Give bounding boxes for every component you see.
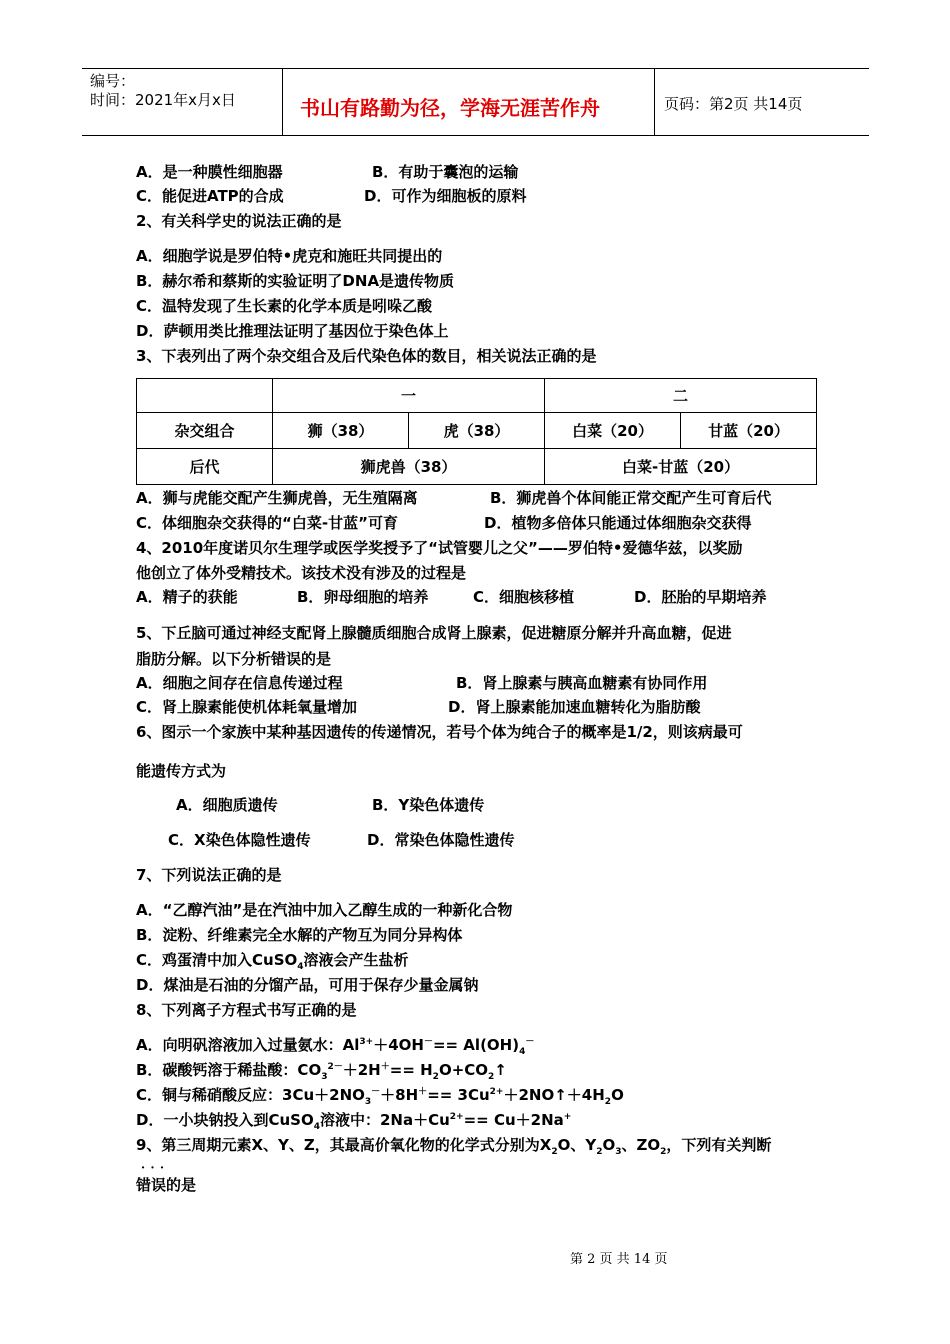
q8-option-c: C．铜与稀硝酸反应：$3Cu+2NO_3^-+8H^+==$ $3Cu^{2+}+2NO↑+4H_2O$ xyxy=(136,1086,624,1107)
serial-label: 编号： xyxy=(90,72,136,90)
q2-option-c: C．温特发现了生长素的化学本质是吲哚乙酸 xyxy=(136,297,433,315)
table-cell-liger: 狮虎兽（38） xyxy=(273,449,545,485)
table-cell-cabbage: 白菜（20） xyxy=(545,413,681,449)
q3-option-b: B．狮虎兽个体间能正常交配产生可育后代 xyxy=(490,489,772,507)
q6-stem-line1: 6、图示一个家族中某种基因遗传的传递情况，若号个体为纯合子的概率是1/2，则该病最可 xyxy=(136,723,743,741)
q7-option-d: D．煤油是石油的分馏产品，可用于保存少量金属钠 xyxy=(136,976,479,994)
q4-option-d: D．胚胎的早期培养 xyxy=(634,588,767,606)
q2-option-a: A．细胞学说是罗伯特•虎克和施旺共同提出的 xyxy=(136,247,443,265)
q5-stem-line1: 5、下丘脑可通过神经支配肾上腺髓质细胞合成肾上腺素，促进糖原分解并升高血糖，促进 xyxy=(136,624,732,642)
page-label: 页码：第2页 共14页 xyxy=(664,95,803,113)
q9-stem-line1: 9、第三周期元素X、Y、Z，其最高价氧化物的化学式分别为$X_2O$、$Y_2O_3$、$ZO_2$，下列有关判断 xyxy=(136,1136,772,1157)
table-cell-kale: 甘蓝（20） xyxy=(681,413,817,449)
q1-option-c: C．能促进ATP的合成 xyxy=(136,187,284,205)
q4-option-c: C．细胞核移植 xyxy=(473,588,575,606)
header-divider xyxy=(654,68,655,135)
q3-option-d: D．植物多倍体只能通过体细胞杂交获得 xyxy=(484,514,752,532)
table-cell-lion: 狮（38） xyxy=(273,413,409,449)
q5-stem-line2: 脂肪分解。以下分析错误的是 xyxy=(136,650,332,668)
q2-option-d: D．萨顿用类比推理法证明了基因位于染色体上 xyxy=(136,322,449,340)
q1-option-b: B．有助于囊泡的运输 xyxy=(372,163,519,181)
q3-stem: 3、下表列出了两个杂交组合及后代染色体的数目，相关说法正确的是 xyxy=(136,347,597,365)
q5-option-a: A．细胞之间存在信息传递过程 xyxy=(136,674,343,692)
q8-stem: 8、下列离子方程式书写正确的是 xyxy=(136,1001,357,1019)
q7-option-b: B．淀粉、纤维素完全水解的产物互为同分异构体 xyxy=(136,926,463,944)
q6-option-a: A．细胞质遗传 xyxy=(176,796,278,814)
page-footer: 第 2 页 共 14 页 xyxy=(570,1252,668,1267)
q7-option-c: C．鸡蛋清中加入CuSO$_4$溶液会产生盐析 xyxy=(136,951,409,972)
q6-option-c: C．X染色体隐性遗传 xyxy=(168,831,311,849)
q6-option-d: D．常染色体隐性遗传 xyxy=(367,831,515,849)
header-divider xyxy=(282,68,283,135)
q6-stem-line2: 能遗传方式为 xyxy=(136,762,227,780)
q8-option-a: A．向明矾溶液加入过量氨水：$Al^{3+}+4OH^-== Al(OH)_4^-$ xyxy=(136,1036,535,1057)
table-row-label-offspring: 后代 xyxy=(137,449,273,485)
q7-stem: 7、下列说法正确的是 xyxy=(136,866,282,884)
q2-stem: 2、有关科学史的说法正确的是 xyxy=(136,212,342,230)
cross-table xyxy=(136,378,817,485)
table-row-label-cross: 杂交组合 xyxy=(137,413,273,449)
motto: 书山有路勤为径，学海无涯苦作舟 xyxy=(300,96,600,120)
emphasis-dots: ．．． xyxy=(141,1157,177,1172)
table-group-1: 一 xyxy=(273,379,545,413)
q5-option-d: D．肾上腺素能加速血糖转化为脂肪酸 xyxy=(448,698,701,716)
table-group-2: 二 xyxy=(545,379,817,413)
q5-option-c: C．肾上腺素能使机体耗氧量增加 xyxy=(136,698,358,716)
table-cell-tiger: 虎（38） xyxy=(409,413,545,449)
q1-option-d: D．可作为细胞板的原料 xyxy=(364,187,527,205)
q4-stem-line1: 4、2010年度诺贝尔生理学或医学奖授予了“试管婴儿之父”——罗伯特•爱德华兹，以奖励 xyxy=(136,539,743,557)
q1-option-a: A．是一种膜性细胞器 xyxy=(136,163,283,181)
q3-option-a: A．狮与虎能交配产生狮虎兽，无生殖隔离 xyxy=(136,489,418,507)
q8-option-d: D．一小块钠投入到CuSO$_4$溶液中：$2Na+Cu^{2+}== Cu+2Na^+$ xyxy=(136,1111,572,1132)
table-corner-cell xyxy=(137,379,273,413)
table-cell-hybrid: 白菜-甘蓝（20） xyxy=(545,449,817,485)
q6-option-b: B．Y染色体遗传 xyxy=(372,796,485,814)
q2-option-b: B．赫尔希和蔡斯的实验证明了DNA是遗传物质 xyxy=(136,272,455,290)
q4-option-a: A．精子的获能 xyxy=(136,588,238,606)
q3-option-c: C．体细胞杂交获得的“白菜-甘蓝”可育 xyxy=(136,514,398,532)
q7-option-a: A．“乙醇汽油”是在汽油中加入乙醇生成的一种新化合物 xyxy=(136,901,513,919)
q8-option-b: B．碳酸钙溶于稀盐酸：$CO_3^{2-}+2H^+==$ $H_2O+CO_2↑$ xyxy=(136,1061,507,1082)
q4-stem-line2: 他创立了体外受精技术。该技术没有涉及的过程是 xyxy=(136,564,467,582)
q9-stem-line2: 错误的是 xyxy=(136,1176,197,1194)
q4-option-b: B．卵母细胞的培养 xyxy=(297,588,429,606)
q5-option-b: B．肾上腺素与胰高血糖素有协同作用 xyxy=(456,674,708,692)
date-label: 时间：2021年x月x日 xyxy=(90,91,236,109)
